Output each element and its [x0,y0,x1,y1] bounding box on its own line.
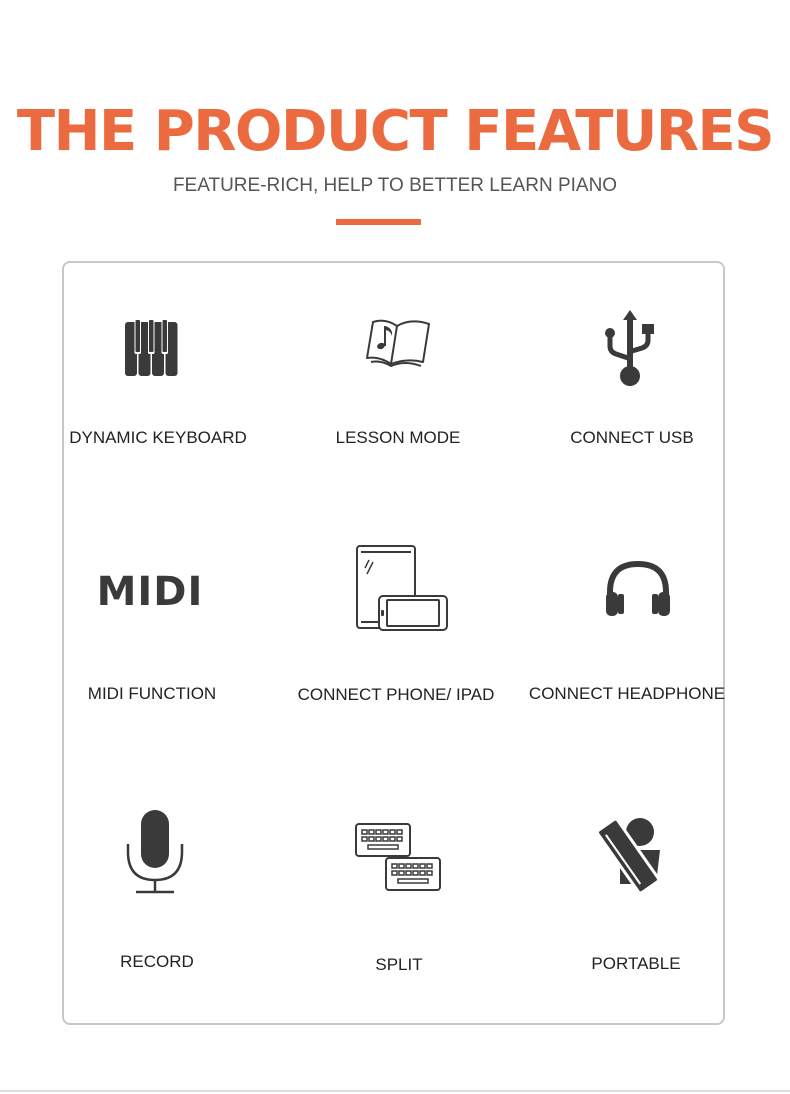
feature-label-portable: PORTABLE [591,954,681,973]
feature-label-midi-function: MIDI FUNCTION [87,684,217,703]
portable-icon [598,814,664,894]
feature-label-split: SPLIT [375,955,423,974]
phone-tablet-icon [355,544,449,632]
feature-label-connect-usb: CONNECT USB [570,428,694,447]
feature-label-dynamic-keyboard: DYNAMIC KEYBOARD [69,428,247,447]
piano-keys-icon [124,320,180,378]
title-underline [336,219,421,225]
midi-icon: MIDI [96,569,204,615]
feature-label-connect-phone-ipad: CONNECT PHONE/ IPAD [297,685,495,704]
music-book-icon [363,316,433,370]
feature-label-record: RECORD [120,952,194,971]
split-keyboard-icon [354,822,444,892]
usb-icon [604,310,656,388]
microphone-icon [124,808,186,896]
page-title: THE PRODUCT FEATURES [16,99,774,164]
page-subtitle: FEATURE-RICH, HELP TO BETTER LEARN PIANO [172,175,618,196]
feature-label-connect-headphone: CONNECT HEADPHONE [528,684,726,703]
bottom-divider [0,1090,790,1092]
headphones-icon [604,560,672,618]
feature-label-lesson-mode: LESSON MODE [335,428,461,447]
